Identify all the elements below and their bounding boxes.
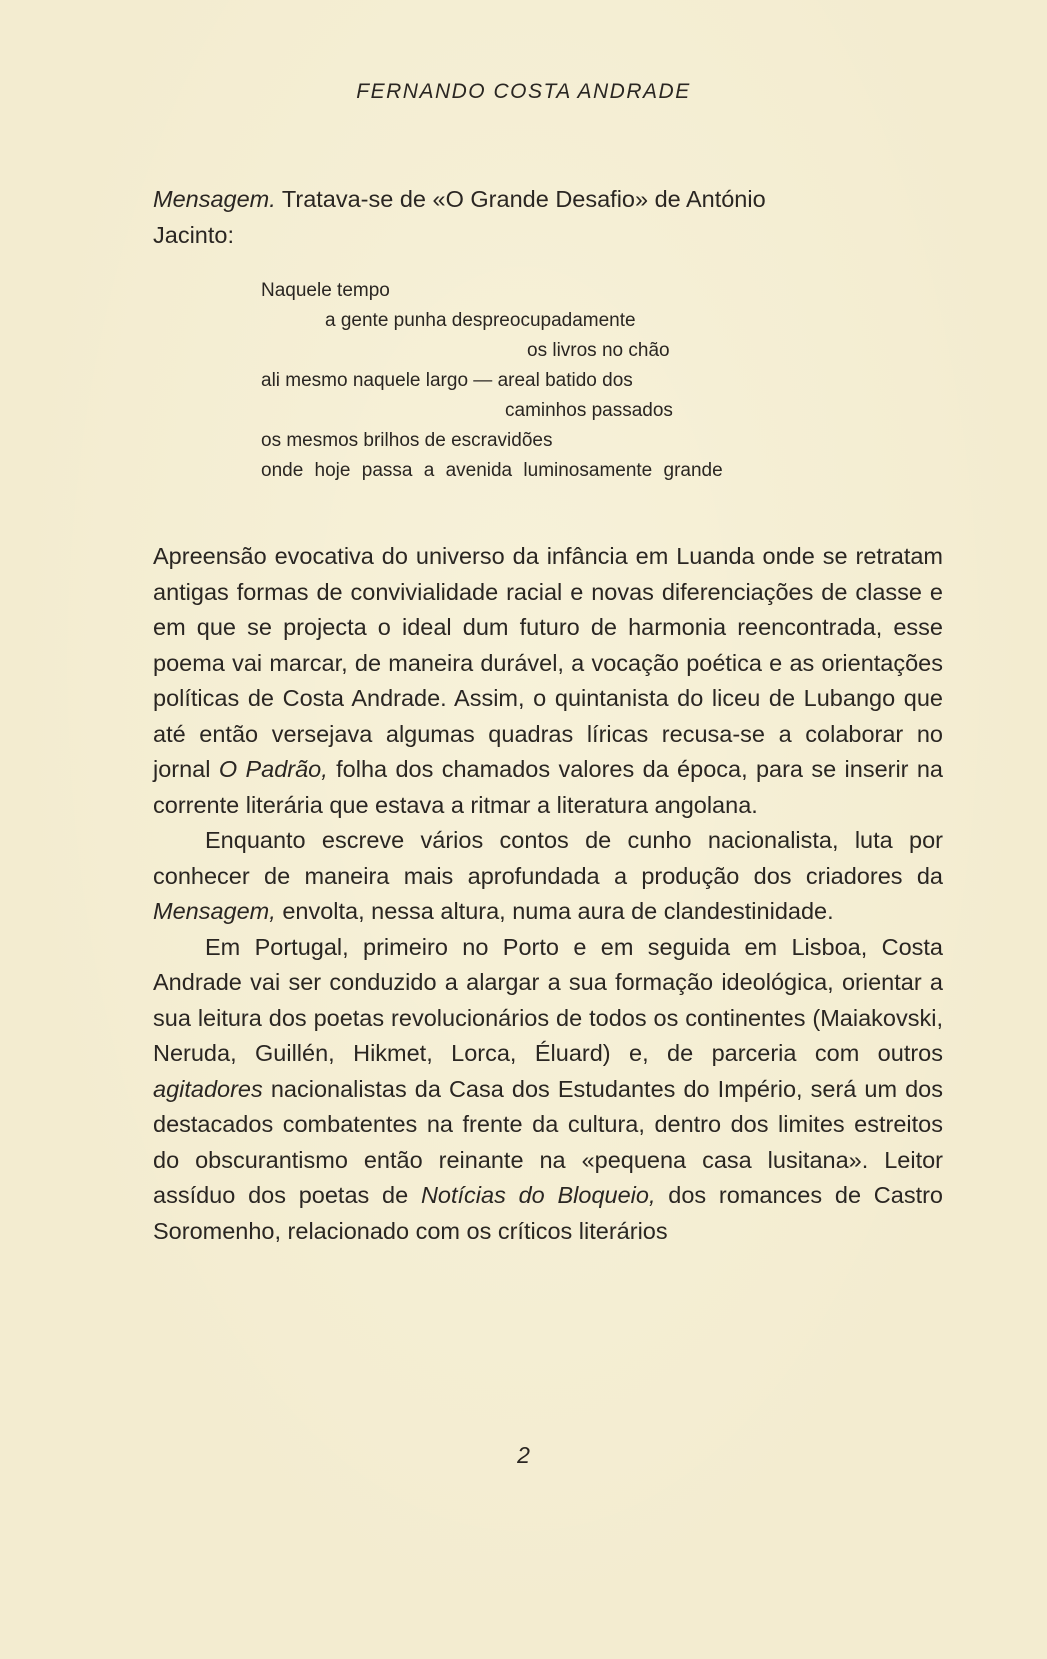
poem-line: a gente punha despreocupadamente: [325, 310, 636, 331]
paragraph-3-italic-1: agitadores: [153, 1075, 263, 1102]
main-text: [153, 539, 943, 1249]
paragraph-3-italic-2: Notícias do Bloqueio,: [420, 1182, 656, 1208]
paragraph-3: [153, 930, 943, 1250]
poem-line: os livros no chão: [527, 340, 670, 361]
intro-line2: Jacinto:: [153, 221, 234, 248]
intro-italic-lead: Mensagem.: [153, 186, 276, 212]
poem-line: Naquele tempo: [261, 280, 390, 301]
paragraph-1: [153, 539, 943, 823]
paragraph-1-text-a: Apreensão evocativa do universo da infância em Luanda onde se retratam antigas formas de convivialidade racial e novas diferenciações de classe e em que se projecta o ideal dum futuro de harmonia reencontrada, esse poema vai marcar, de maneira durável, a vocação poética e as orientações políticas de Costa Andrade. Assim, o quintanista do liceu de Lubango que até então versejava algumas quadras líricas recusa-se a colaborar no jornal: [153, 543, 943, 782]
paragraph-1-text-b: folha dos chamados valores da época, para se inserir na corrente literária que estava a ritmar a literatura angolana.: [153, 756, 943, 818]
page-number: 2: [517, 1442, 530, 1468]
paragraph-2-italic: Mensagem,: [153, 898, 276, 924]
paragraph-3-text-a: Em Portugal, primeiro no Porto e em seguida em Lisboa, Costa Andrade vai ser conduzido a alargar a sua formação ideológica, orientar a sua leitura dos poetas revolucionários de todos os continentes (Maiakovski, Neruda, Guillén, Hikmet, Lorca, Éluard) e, de parceria com outros: [153, 933, 943, 1066]
poem-line: caminhos passados: [505, 400, 673, 421]
poem-line: ali mesmo naquele largo — areal batido dos: [261, 370, 633, 391]
paragraph-2-text-b: envolta, nessa altura, numa aura de clandestinidade.: [282, 898, 834, 924]
paragraph-1-italic: O Padrão,: [218, 756, 328, 782]
intro-text: [153, 182, 943, 253]
poem-line: onde hoje passa a avenida luminosamente grande: [261, 460, 723, 481]
intro-line1: Tratava-se de «O Grande Desafio» de António: [281, 186, 766, 212]
running-head: FERNANDO COSTA ANDRADE: [356, 80, 691, 103]
paragraph-2-text-a: Enquanto escreve vários contos de cunho nacionalista, luta por conhecer de maneira mais aprofundada a produção dos criadores da: [153, 827, 943, 889]
paragraph-3-text-c: dos romances de Castro Soromenho, relacionado com os críticos literários: [153, 1182, 943, 1244]
paragraph-3-text-b: nacionalistas da Casa dos Estudantes do Império, será um dos destacados combatentes na frente da cultura, dentro dos limites estreitos do obscurantismo então reinante na «pequena casa lusitana». Leitor assíduo dos poetas de: [153, 1075, 944, 1208]
paragraph-2: [153, 823, 943, 930]
poem-line: os mesmos brilhos de escravidões: [261, 430, 553, 451]
